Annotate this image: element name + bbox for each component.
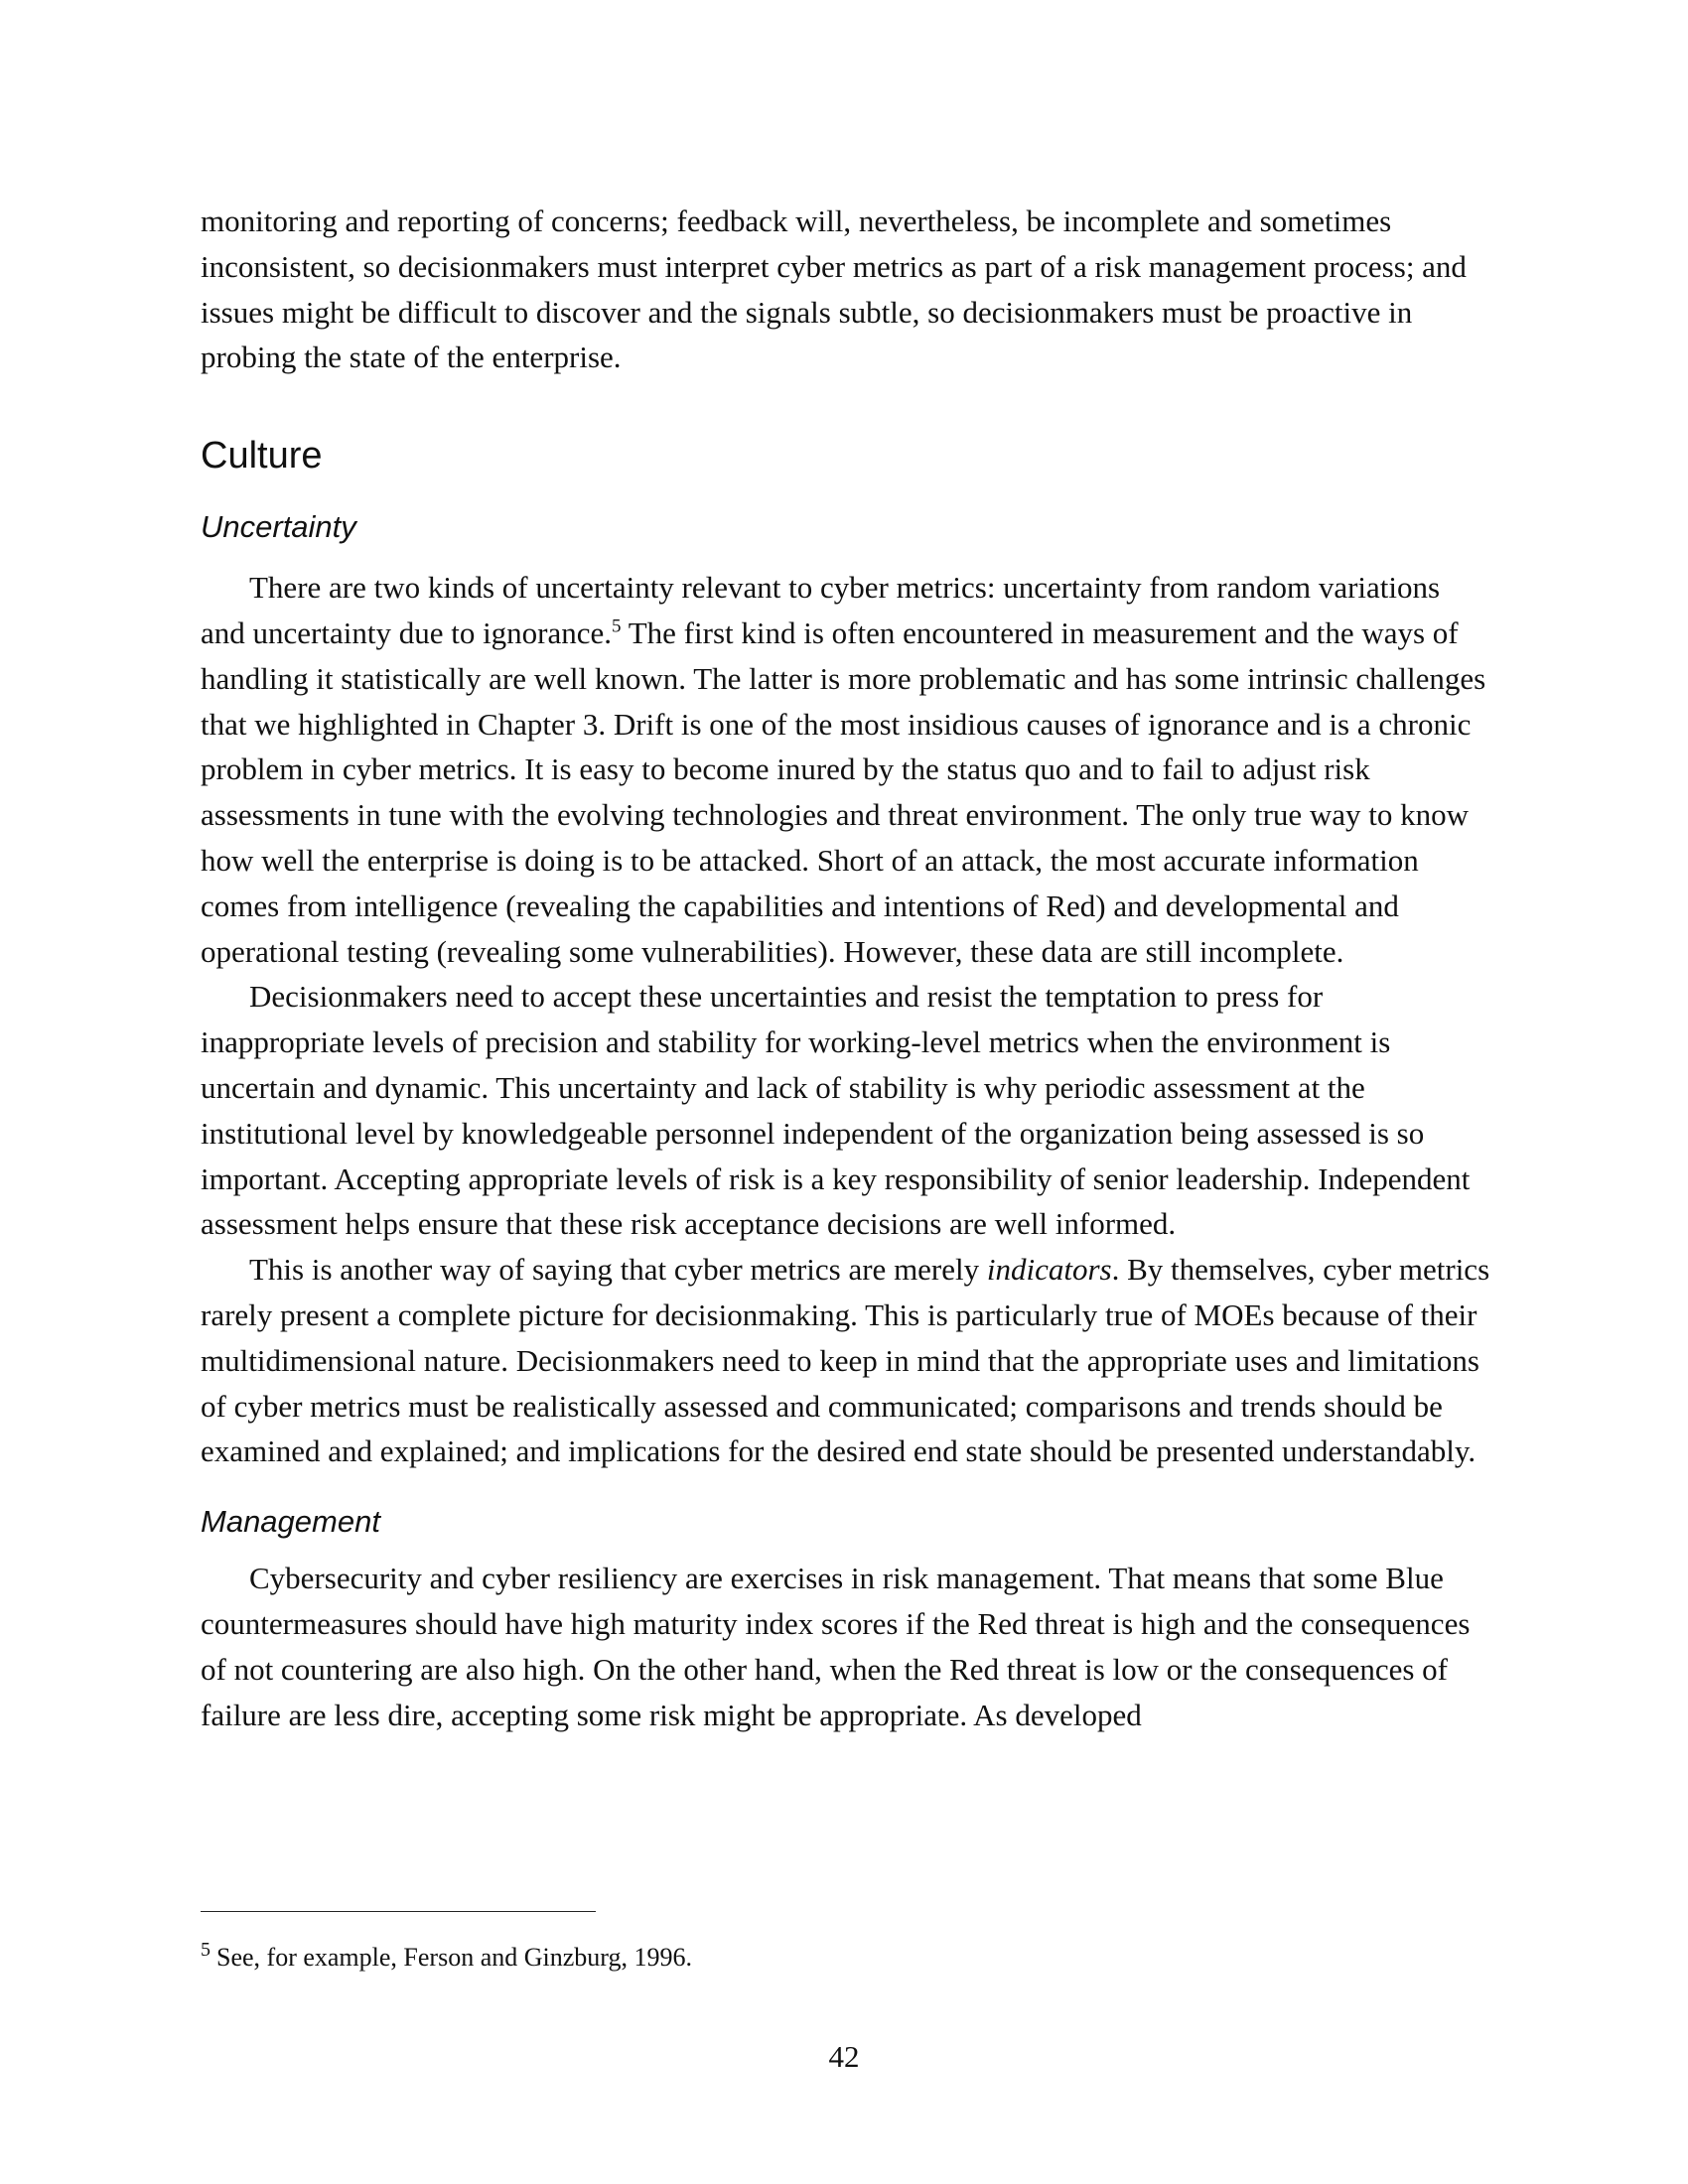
uncertainty-p3-text-a: This is another way of saying that cyber metrics are merely: [249, 1252, 987, 1288]
footnote: [201, 1941, 1491, 1975]
page-number: 42: [828, 2039, 860, 2074]
uncertainty-paragraph-1: [201, 565, 1491, 974]
footnote-marker: 5: [201, 1939, 211, 1962]
subsection-title-uncertainty: Uncertainty: [201, 509, 356, 545]
uncertainty-paragraph-3: [201, 1247, 1491, 1474]
footnote-separator: [201, 1911, 596, 1912]
body-text: [201, 199, 1491, 1737]
footnote-reference: 5: [612, 615, 622, 637]
management-paragraph-1: Cybersecurity and cyber resiliency are exercises in risk management. That means that some Blue countermeasures should have high maturity index scores if the Red threat is high and the consequences of not countering are also high. On the other hand, when the Red threat is low or the consequences of failure are less dire, accepting some risk might be appropriate. As developed: [201, 1561, 1471, 1732]
footnote-text: See, for example, Ferson and Ginzburg, 1996.: [216, 1943, 692, 1972]
uncertainty-p1-text-a: There are two kinds of uncertainty relevant to cyber metrics: uncertainty from random variations and uncertainty due to ignorance.: [201, 570, 1441, 650]
section-title: Culture: [201, 435, 323, 478]
uncertainty-p1-text-b: The first kind is often encountered in measurement and the ways of handling it statistically are well known. The latter is more problematic and has some intrinsic challenges that we highlighted in Chapter 3. Drift is one of the most insidious causes of ignorance and is a chronic problem in cyber metrics. It is easy to become inured by the status quo and to fail to adjust risk assessments in tune with the evolving technologies and threat environment. The only true way to know how well the enterprise is doing is to be attacked. Short of an attack, the most accurate information comes from intelligence (revealing the capabilities and intentions of Red) and developmental and operational testing (revealing some vulnerabilities). However, these data are still incomplete.: [201, 614, 1486, 969]
subsection-title-management: Management: [201, 1504, 380, 1540]
opening-paragraph: monitoring and reporting of concerns; feedback will, nevertheless, be incomplete and sometimes inconsistent, so decisionmakers must interpret cyber metrics as part of a risk management process; and issues might be difficult to discover and the signals subtle, so decisionmakers must be proactive in probing the state of the enterprise.: [201, 204, 1467, 375]
uncertainty-p3-text-b: . By themselves, cyber metrics rarely present a complete picture for decisionmaking. This is particularly true of MOEs because of their multidimensional nature. Decisionmakers need to keep in mind that the appropriate uses and limitations of cyber metrics must be realistically assessed and communicated; comparisons and trends should be examined and explained; and implications for the desired end state should be presented understandably.: [201, 1252, 1490, 1469]
emphasis-indicators: indicators: [986, 1252, 1112, 1288]
uncertainty-paragraph-2: Decisionmakers need to accept these uncertainties and resist the temptation to press for inappropriate levels of precision and stability for working-level metrics when the environment is uncertain and dynamic. This uncertainty and lack of stability is why periodic assessment at the institutional level by knowledgeable personnel independent of the organization being assessed is so important. Accepting appropriate levels of risk is a key responsibility of senior leadership. Independent assessment helps ensure that these risk acceptance decisions are well informed.: [201, 979, 1471, 1242]
